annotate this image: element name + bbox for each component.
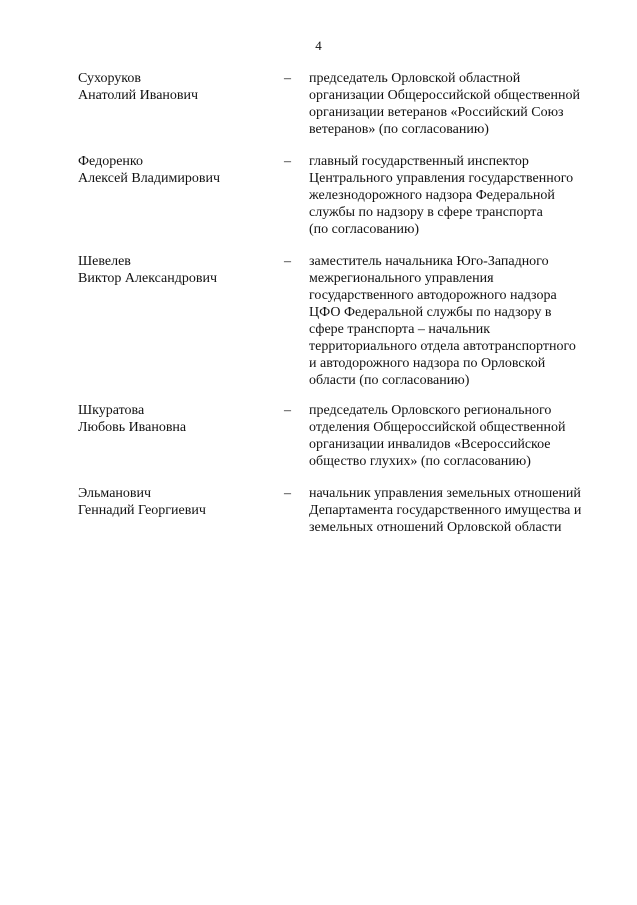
position-line: Центрального управления государственного [309,171,574,186]
separator-dash: – [284,71,291,86]
member-position [309,485,599,536]
position-line: заместитель начальника Юго-Западного [309,254,549,269]
position-line: земельных отношений Орловской области [309,520,562,535]
position-line: ЦФО Федеральной службы по надзору в [309,305,552,320]
member-position [309,253,599,389]
member-name [78,485,268,519]
member-given-names: Анатолий Иванович [78,88,199,103]
position-line: территориального отдела автотранспортного [309,339,576,354]
position-line: главный государственный инспектор [309,154,529,169]
member-given-names: Виктор Александрович [78,271,218,286]
position-line: организации ветеранов «Российский Союз [309,105,564,120]
member-position [309,402,599,470]
member-given-names: Геннадий Георгиевич [78,503,206,518]
position-line: межрегионального управления [309,271,494,286]
position-line: (по согласованию) [309,222,420,237]
member-surname: Шевелев [78,254,131,269]
position-line: отделения Общероссийской общественной [309,420,566,435]
position-line: организации Общероссийской общественной [309,88,580,103]
member-position [309,70,599,138]
position-line: Департамента государственного имущества и [309,503,582,518]
member-surname: Эльманович [78,486,152,501]
position-line: сфере транспорта – начальник [309,322,491,337]
member-surname: Федоренко [78,154,144,169]
separator-dash: – [284,486,291,501]
position-line: общество глухих» (по согласованию) [309,454,531,469]
position-line: организации инвалидов «Всероссийское [309,437,551,452]
member-name [78,402,268,436]
member-surname: Шкуратова [78,403,145,418]
member-given-names: Любовь Ивановна [78,420,187,435]
position-line: и автодорожного надзора по Орловской [309,356,546,371]
position-line: ветеранов» (по согласованию) [309,122,489,137]
separator-dash: – [284,403,291,418]
position-line: председатель Орловской областной [309,71,521,86]
separator-dash: – [284,154,291,169]
member-name [78,153,268,187]
position-line: железнодорожного надзора Федеральной [309,188,555,203]
member-name [78,253,268,287]
member-name [78,70,268,104]
member-given-names: Алексей Владимирович [78,171,221,186]
separator-dash: – [284,254,291,269]
position-line: области (по согласованию) [309,373,470,388]
member-surname: Сухоруков [78,71,141,86]
position-line: государственного автодорожного надзора [309,288,557,303]
position-line: председатель Орловского регионального [309,403,552,418]
position-line: службы по надзору в сфере транспорта [309,205,543,220]
position-line: начальник управления земельных отношений [309,486,581,501]
member-position [309,153,599,238]
page-number: 4 [315,38,322,53]
